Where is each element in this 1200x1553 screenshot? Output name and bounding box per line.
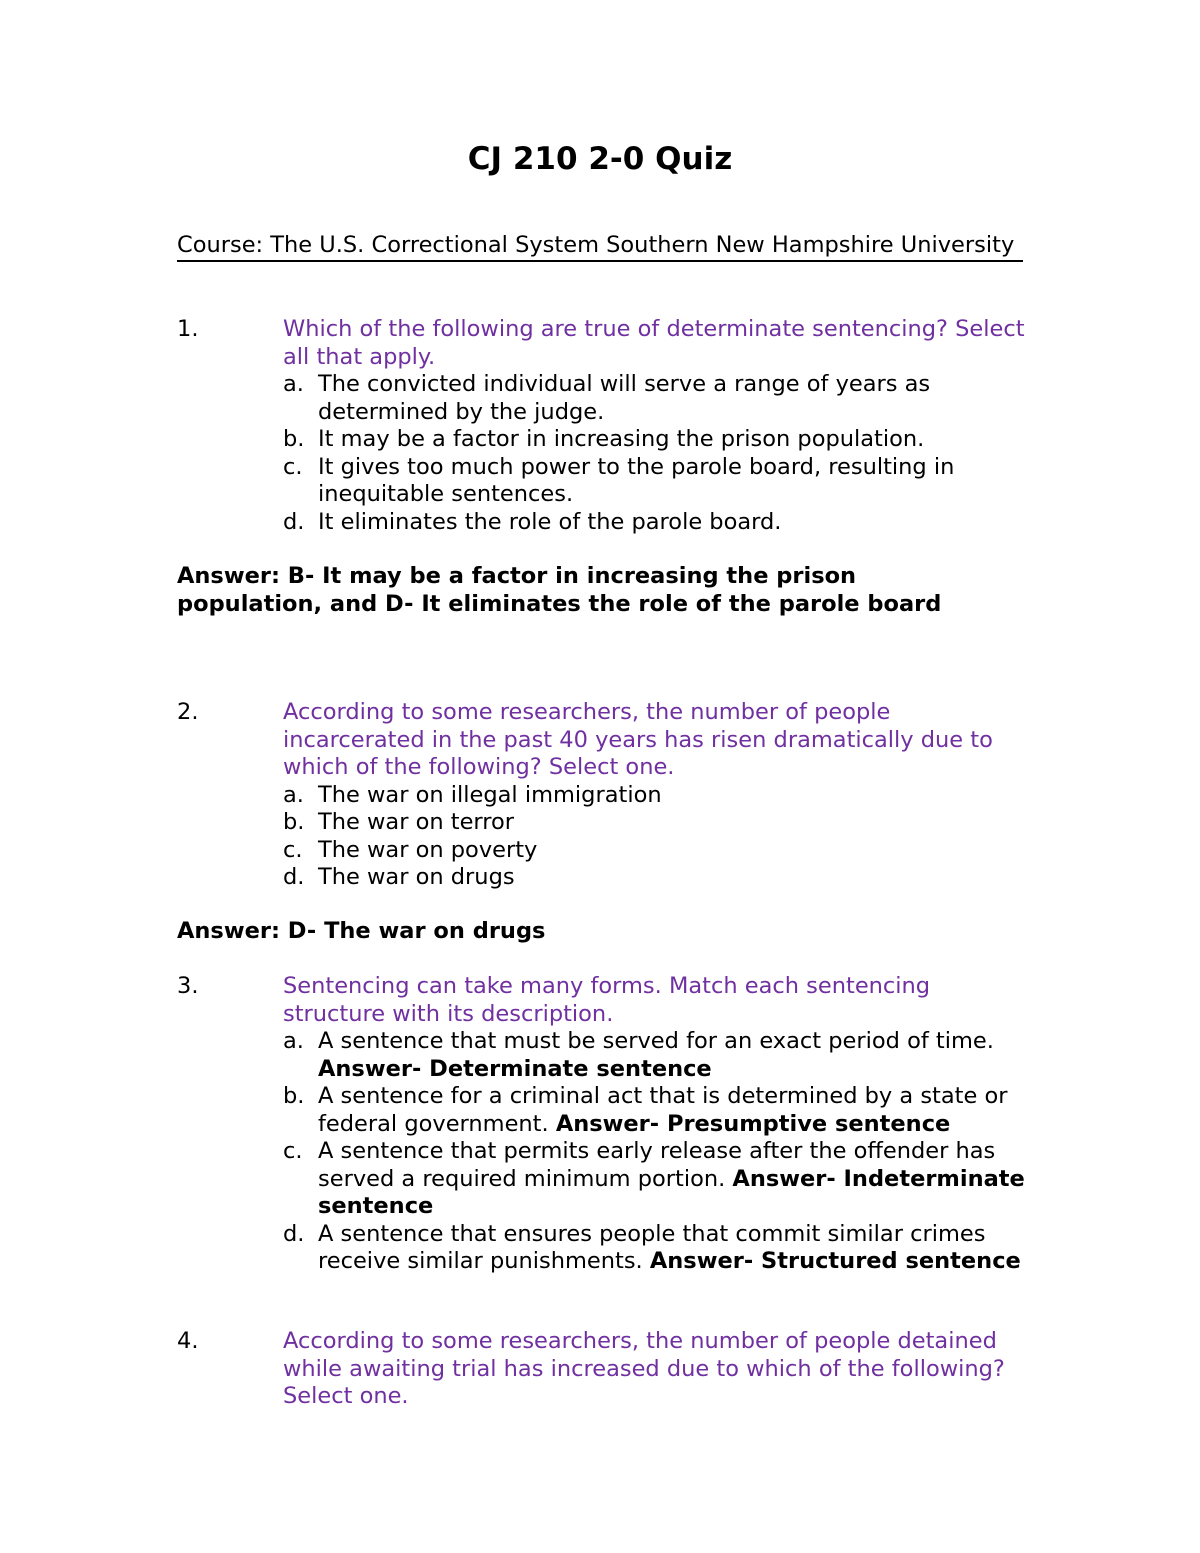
course-line: Course: The U.S. Correctional System Southern New Hampshire University xyxy=(177,231,1023,262)
page-title: CJ 210 2-0 Quiz xyxy=(467,141,733,177)
option-letter: a. xyxy=(283,371,304,397)
question-4 xyxy=(177,1328,1037,1411)
option-d xyxy=(283,1221,1037,1276)
option-list xyxy=(283,1028,1037,1276)
option-list xyxy=(283,782,1037,892)
option-letter: d. xyxy=(283,864,305,890)
option-answer: Answer- Determinate sentence xyxy=(318,1055,712,1082)
option-answer: Answer- Indeterminate sentence xyxy=(318,1165,1025,1219)
option-letter: c. xyxy=(283,453,303,480)
option-b xyxy=(283,809,1037,837)
option-text: The war on drugs xyxy=(318,864,515,890)
option-letter: d. xyxy=(283,508,305,535)
option-text: A sentence that permits early release after the offender has served a required minimum portion. xyxy=(318,1138,996,1192)
option-letter: a. xyxy=(283,781,304,808)
option-a xyxy=(283,782,1037,810)
option-text: The war on illegal immigration xyxy=(318,781,662,808)
option-text: The convicted individual will serve a range of years as determined by the judge. xyxy=(318,371,931,425)
option-answer: Answer- Presumptive sentence xyxy=(555,1110,951,1137)
option-a xyxy=(283,371,1037,426)
option-c xyxy=(283,837,1037,865)
question-number: 3. xyxy=(177,973,199,999)
option-text: It gives too much power to the parole board, resulting in inequitable sentences. xyxy=(318,453,955,507)
option-list xyxy=(283,371,1037,536)
option-letter: b. xyxy=(283,1083,305,1109)
option-c xyxy=(283,1138,1037,1221)
question-1 xyxy=(177,316,1037,536)
option-letter: b. xyxy=(283,809,305,835)
option-text: A sentence for a criminal act that is determined by a state or federal government. xyxy=(318,1083,1008,1137)
option-d xyxy=(283,509,1037,537)
option-answer: Answer- Structured sentence xyxy=(649,1248,1021,1274)
option-c xyxy=(283,454,1037,509)
option-letter: d. xyxy=(283,1220,305,1247)
option-text: It eliminates the role of the parole board. xyxy=(318,508,782,535)
question-number: 4. xyxy=(177,1328,199,1354)
option-b xyxy=(283,1083,1037,1138)
option-a xyxy=(283,1028,1037,1083)
question-number: 1. xyxy=(177,316,199,342)
option-letter: c. xyxy=(283,1138,303,1164)
question-2 xyxy=(177,699,1037,892)
option-letter: a. xyxy=(283,1028,304,1054)
option-letter: b. xyxy=(283,426,305,452)
question-text: Sentencing can take many forms. Match each sentencing structure with its description. xyxy=(283,973,931,1027)
option-b xyxy=(283,426,1037,454)
answer-2: Answer: D- The war on drugs xyxy=(177,918,546,944)
question-text: According to some researchers, the number of people detained while awaiting trial has increased due to which of the following? Select one. xyxy=(283,1328,1005,1409)
option-text: The war on terror xyxy=(318,809,515,835)
answer-1: Answer: B- It may be a factor in increasing the prison population, and D- It eliminates the role of the parole board xyxy=(177,563,942,617)
question-number: 2. xyxy=(177,699,199,725)
option-letter: c. xyxy=(283,836,303,863)
question-text: Which of the following are true of determinate sentencing? Select all that apply. xyxy=(283,316,1025,370)
option-text: It may be a factor in increasing the prison population. xyxy=(318,426,925,452)
option-text: A sentence that must be served for an exact period of time. xyxy=(318,1028,994,1054)
option-text: A sentence that ensures people that commit similar crimes receive similar punishments. xyxy=(318,1220,986,1274)
question-3 xyxy=(177,973,1037,1276)
option-d xyxy=(283,864,1037,892)
question-text: According to some researchers, the number of people incarcerated in the past 40 years has risen dramatically due to which of the following? Select one. xyxy=(283,699,993,780)
option-text: The war on poverty xyxy=(318,836,538,863)
